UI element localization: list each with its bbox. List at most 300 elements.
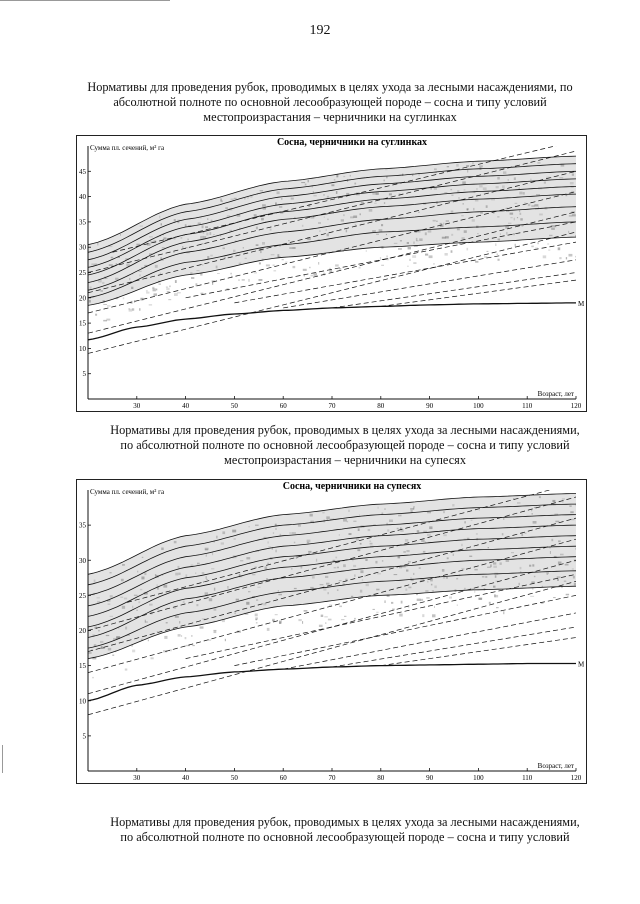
speckle (211, 568, 214, 569)
speckle (410, 577, 411, 578)
y-tick-label: 5 (82, 732, 86, 741)
speckle (520, 213, 522, 215)
speckle (323, 588, 326, 591)
speckle (539, 214, 543, 216)
speckle (256, 619, 257, 620)
speckle (109, 264, 113, 266)
speckle (370, 543, 373, 545)
speckle (191, 635, 193, 636)
speckle (359, 267, 361, 269)
speckle (436, 221, 438, 222)
speckle (339, 268, 341, 269)
speckle (406, 570, 408, 572)
x-tick-label: 100 (473, 774, 484, 782)
speckle (308, 180, 310, 182)
speckle (570, 182, 574, 184)
speckle (147, 243, 151, 246)
speckle (503, 518, 504, 519)
caption-1-line-3: местопроизрастания – черничники на суглинках (203, 110, 457, 124)
speckle (440, 223, 442, 225)
speckle (384, 600, 386, 603)
speckle (517, 217, 518, 218)
speckle (544, 182, 546, 184)
speckle (141, 577, 144, 580)
speckle (425, 254, 428, 256)
speckle (394, 574, 398, 575)
speckle (528, 204, 531, 207)
speckle (267, 628, 270, 631)
speckle (157, 584, 158, 587)
x-tick-label: 50 (230, 774, 238, 782)
speckle (350, 175, 351, 177)
speckle (463, 203, 464, 205)
speckle (456, 578, 458, 580)
speckle (376, 589, 379, 591)
speckle (389, 193, 392, 195)
speckle (132, 650, 135, 653)
speckle (490, 564, 492, 567)
speckle (558, 540, 561, 542)
speckle (256, 244, 259, 246)
speckle (327, 233, 329, 236)
speckle (372, 230, 376, 232)
y-tick-label: 15 (79, 319, 86, 328)
speckle (522, 225, 524, 227)
speckle (274, 270, 277, 272)
x-tick-label: 90 (426, 402, 434, 410)
speckle (354, 183, 356, 185)
x-tick-label: 100 (473, 402, 484, 410)
speckle (464, 521, 465, 523)
speckle (140, 225, 143, 226)
speckle (273, 532, 274, 534)
speckle (206, 576, 207, 579)
speckle (519, 192, 522, 195)
speckle (97, 243, 98, 246)
speckle (181, 237, 183, 238)
speckle (416, 240, 418, 241)
speckle (376, 234, 379, 235)
speckle (131, 287, 133, 289)
speckle (138, 601, 140, 603)
speckle (553, 500, 556, 502)
speckle (146, 290, 148, 291)
speckle (354, 618, 356, 620)
speckle (208, 639, 211, 641)
y-tick-label: 20 (79, 294, 86, 303)
speckle (206, 233, 208, 236)
speckle (458, 197, 459, 198)
speckle (179, 621, 180, 623)
speckle (326, 229, 327, 231)
speckle (547, 574, 548, 575)
speckle (192, 645, 194, 646)
speckle (179, 573, 181, 575)
speckle (216, 536, 217, 539)
x-tick-label: 90 (426, 774, 434, 782)
x-tick-label: 60 (279, 774, 287, 782)
dashed-line (283, 260, 576, 308)
speckle (530, 596, 534, 597)
speckle (572, 174, 574, 176)
speckle (325, 576, 328, 578)
speckle (246, 557, 250, 559)
speckle (138, 271, 141, 272)
speckle (233, 250, 236, 253)
speckle (511, 552, 514, 553)
speckle (207, 256, 209, 259)
speckle (450, 189, 452, 190)
speckle (343, 519, 347, 522)
speckle (520, 567, 522, 569)
speckle (474, 590, 475, 592)
speckle (506, 232, 507, 235)
y-tick-label: 25 (79, 591, 86, 600)
speckle (100, 641, 103, 643)
speckle (391, 602, 393, 604)
speckle (461, 544, 463, 546)
speckle (497, 254, 498, 256)
speckle (364, 575, 365, 577)
speckle (268, 547, 271, 548)
speckle (335, 557, 337, 559)
speckle (206, 579, 208, 580)
speckle (255, 614, 258, 617)
speckle (525, 533, 527, 534)
speckle (95, 314, 97, 316)
speckle (197, 563, 200, 565)
y-tick-label: 10 (79, 344, 86, 353)
speckle (376, 612, 378, 613)
speckle (173, 252, 175, 253)
speckle (339, 534, 340, 535)
speckle (200, 626, 204, 628)
speckle (277, 191, 280, 194)
speckle (514, 177, 516, 180)
speckle (575, 256, 576, 258)
speckle (569, 505, 571, 506)
speckle (398, 248, 402, 250)
speckle (101, 646, 103, 649)
speckle (312, 576, 315, 578)
caption-2-line-3: местопроизрастания – черничники на супесях (224, 453, 466, 467)
speckle (159, 284, 162, 285)
speckle (381, 224, 383, 226)
speckle (531, 510, 532, 511)
speckle (510, 217, 512, 218)
speckle (398, 556, 400, 558)
speckle (327, 592, 329, 594)
speckle (178, 634, 181, 637)
speckle (148, 640, 149, 642)
speckle (275, 528, 276, 530)
speckle (341, 219, 344, 221)
speckle (433, 263, 435, 264)
speckle (360, 590, 362, 593)
speckle (417, 530, 420, 532)
speckle (413, 242, 415, 244)
speckle (177, 292, 181, 293)
speckle (144, 572, 146, 575)
speckle (483, 187, 487, 190)
speckle (319, 230, 320, 231)
speckle (384, 509, 386, 510)
speckle (379, 229, 383, 231)
speckle (557, 579, 559, 582)
speckle (534, 576, 536, 577)
speckle (559, 177, 563, 179)
speckle (482, 576, 485, 577)
speckle (356, 538, 359, 541)
speckle (407, 242, 409, 244)
speckle (327, 219, 328, 221)
speckle (457, 229, 460, 231)
speckle (513, 233, 515, 235)
speckle (294, 542, 296, 544)
min-curve-label: М (578, 299, 585, 308)
speckle (354, 574, 355, 576)
dashed-line (381, 638, 576, 666)
speckle (129, 278, 130, 280)
y-tick-label: 35 (79, 521, 86, 530)
speckle (242, 279, 245, 280)
x-tick-label: 70 (328, 402, 336, 410)
speckle (281, 198, 283, 200)
top-rule (0, 0, 170, 1)
speckle (120, 597, 123, 598)
speckle (174, 541, 177, 543)
speckle (214, 588, 215, 591)
speckle (411, 510, 413, 513)
speckle (196, 270, 199, 271)
speckle (231, 199, 234, 200)
speckle (166, 286, 168, 288)
shaded-zone (88, 494, 576, 659)
speckle (537, 162, 540, 163)
speckle (108, 648, 111, 651)
speckle (245, 258, 247, 259)
speckle (125, 627, 127, 630)
y-tick-label: 45 (79, 167, 86, 176)
speckle (456, 164, 459, 167)
speckle (307, 542, 309, 544)
speckle (236, 599, 239, 601)
caption-3 (85, 815, 605, 845)
speckle (318, 222, 321, 223)
speckle (136, 244, 140, 246)
speckle (275, 550, 277, 553)
speckle (489, 602, 491, 604)
speckle (495, 243, 497, 246)
speckle (100, 290, 103, 291)
speckle (272, 620, 274, 622)
speckle (412, 175, 413, 176)
speckle (292, 532, 296, 533)
speckle (160, 257, 162, 258)
speckle (318, 262, 319, 265)
speckle (259, 279, 263, 281)
speckle (257, 587, 260, 588)
speckle (98, 630, 100, 632)
speckle (149, 236, 153, 238)
speckle (451, 250, 453, 253)
speckle (565, 564, 569, 566)
speckle (209, 598, 212, 601)
speckle (419, 567, 421, 569)
speckle (200, 236, 204, 239)
speckle (298, 524, 301, 526)
speckle (472, 219, 475, 222)
speckle (169, 286, 171, 288)
speckle (202, 243, 204, 244)
speckle (384, 202, 385, 204)
speckle (359, 514, 360, 515)
speckle (517, 502, 521, 504)
speckle (408, 247, 411, 249)
speckle (353, 565, 356, 567)
speckle (452, 504, 454, 506)
caption-2-line-2: по абсолютной полноте по основной лесообразующей породе – сосна и типу условий (120, 438, 570, 452)
speckle (366, 250, 367, 251)
speckle (254, 214, 257, 216)
speckle (110, 595, 113, 597)
speckle (260, 190, 264, 191)
speckle (559, 257, 561, 259)
speckle (234, 198, 237, 199)
speckle (291, 568, 292, 569)
chart-2 (77, 480, 588, 785)
speckle (476, 533, 478, 534)
speckle (139, 308, 141, 311)
speckle (155, 265, 158, 268)
speckle (120, 234, 121, 236)
speckle (249, 526, 250, 527)
speckle (196, 604, 198, 606)
speckle (279, 621, 282, 624)
speckle (566, 257, 567, 259)
speckle (268, 541, 269, 543)
speckle (397, 528, 399, 530)
speckle (368, 529, 371, 531)
speckle (106, 635, 109, 636)
speckle (225, 207, 228, 208)
speckle (321, 615, 324, 617)
speckle (331, 184, 334, 186)
y-tick-label: 40 (79, 193, 86, 202)
speckle (433, 220, 436, 222)
speckle (234, 538, 236, 539)
speckle (502, 185, 505, 188)
speckle (145, 620, 146, 623)
speckle (431, 584, 433, 586)
speckle (429, 526, 432, 529)
speckle (343, 214, 344, 216)
speckle (443, 223, 445, 225)
speckle (568, 231, 569, 234)
speckle (111, 257, 113, 258)
speckle (447, 166, 449, 167)
speckle (326, 583, 330, 585)
y-tick-label: 5 (82, 370, 86, 379)
speckle (533, 521, 537, 524)
speckle (214, 608, 217, 610)
speckle (462, 237, 465, 239)
x-tick-label: 80 (377, 402, 385, 410)
speckle (352, 560, 353, 561)
speckle (190, 272, 192, 274)
speckle (413, 262, 416, 264)
speckle (91, 264, 95, 266)
speckle (405, 539, 408, 542)
speckle (205, 592, 208, 595)
speckle (502, 533, 504, 535)
speckle (125, 669, 128, 671)
speckle (140, 589, 142, 590)
chart-title: Сосна, черничники на суглинках (276, 137, 428, 148)
speckle (159, 216, 160, 219)
speckle (327, 519, 328, 520)
speckle (337, 589, 339, 591)
speckle (381, 265, 384, 266)
speckle (407, 266, 408, 267)
speckle (471, 520, 473, 521)
speckle (223, 248, 226, 250)
speckle (394, 243, 398, 244)
page-number: 192 (309, 23, 331, 38)
speckle (88, 652, 91, 654)
speckle (564, 581, 567, 583)
speckle (294, 588, 297, 589)
speckle (386, 234, 387, 235)
speckle (400, 527, 402, 529)
x-tick-label: 120 (570, 402, 582, 410)
speckle (569, 215, 572, 216)
speckle (531, 246, 534, 248)
speckle (425, 232, 427, 235)
speckle (373, 609, 375, 610)
speckle (97, 597, 100, 598)
speckle (369, 541, 371, 542)
speckle (498, 239, 501, 241)
speckle (475, 261, 478, 263)
y-tick-label: 15 (79, 662, 86, 671)
speckle (485, 576, 487, 578)
speckle (222, 531, 225, 534)
speckle (110, 616, 113, 617)
speckle (256, 599, 258, 600)
speckle (488, 547, 489, 548)
speckle (472, 162, 473, 164)
x-tick-label: 30 (133, 402, 141, 410)
speckle (553, 597, 556, 598)
speckle (408, 561, 411, 562)
speckle (94, 580, 96, 583)
speckle (557, 576, 561, 578)
speckle (405, 589, 407, 591)
speckle (256, 227, 258, 230)
speckle (421, 539, 424, 542)
speckle (212, 552, 213, 555)
x-axis-label: Возраст, лет (537, 762, 574, 770)
x-tick-label: 60 (279, 402, 287, 410)
speckle (90, 287, 92, 289)
chart-frame-1 (76, 135, 587, 412)
speckle (205, 226, 208, 228)
speckle (247, 197, 248, 199)
speckle (267, 563, 269, 564)
speckle (227, 586, 229, 589)
speckle (532, 513, 533, 514)
